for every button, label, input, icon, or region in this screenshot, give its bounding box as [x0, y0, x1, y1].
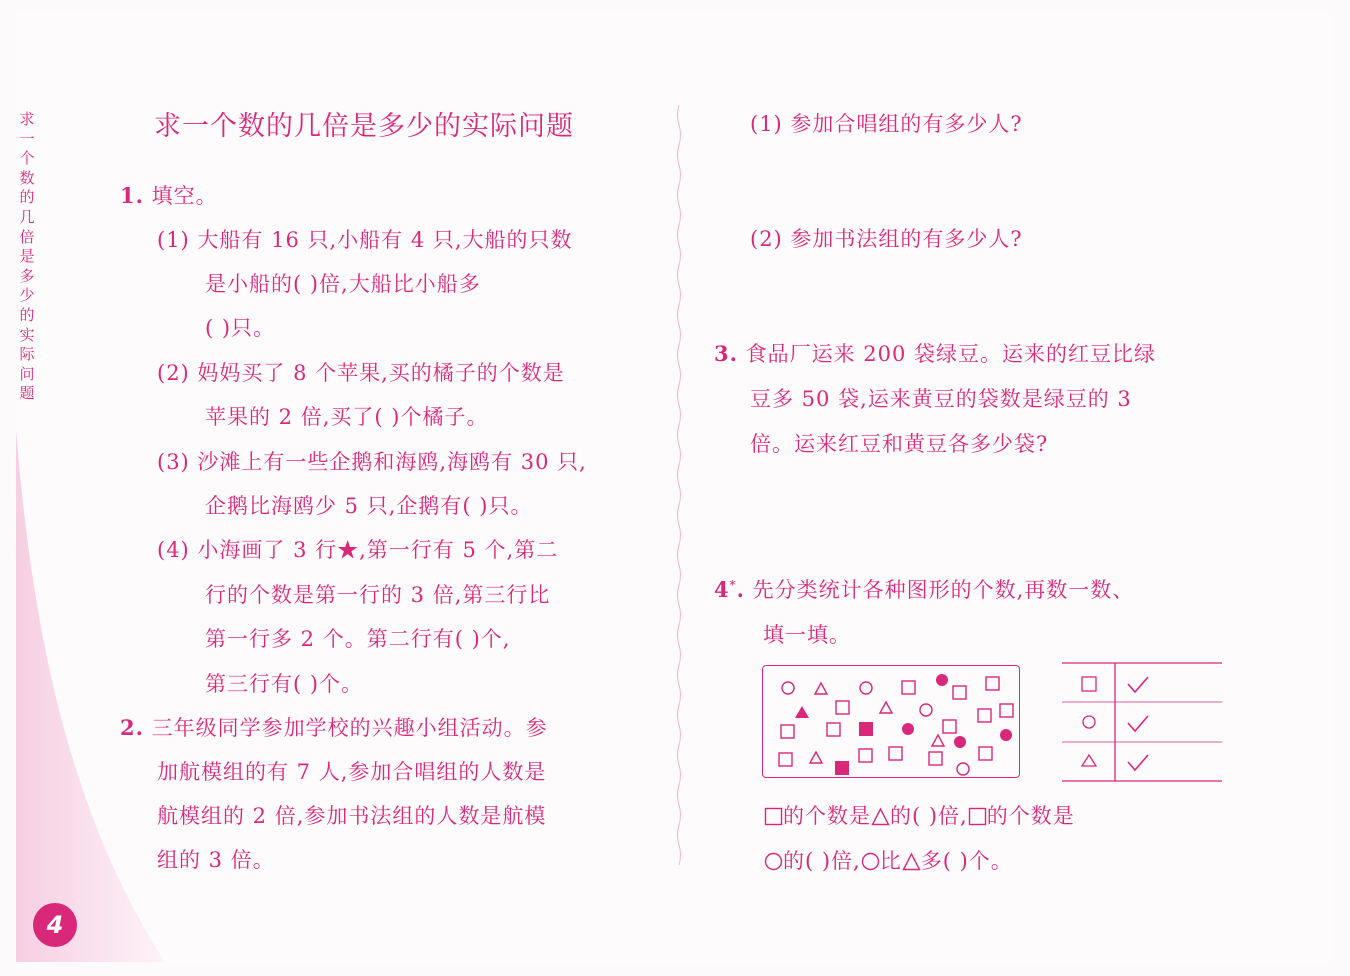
q3-line: 食品厂运来 200 袋绿豆。运来的红豆比绿: [745, 342, 1157, 366]
q4-fill2-c: 多( )个。: [920, 849, 1013, 873]
square-shape: [859, 749, 872, 762]
square-shape: [953, 686, 966, 699]
q1-line: (4) 小海画了 3 行★,第一行有 5 个,第二: [157, 538, 559, 562]
square-shape: [978, 709, 991, 722]
q2-line: 航模组的 2 倍,参加书法组的人数是航模: [157, 804, 547, 828]
tally-check-icon: [1128, 677, 1148, 692]
section-title: 求一个数的几倍是多少的实际问题: [154, 111, 574, 142]
circle-icon: [861, 852, 880, 871]
filled-triangle-shape: [795, 706, 809, 718]
square-shape: [889, 747, 902, 760]
square-shape: [827, 723, 840, 736]
q1-line: 第三行有( )个。: [205, 672, 364, 696]
q4-fill2-a: 的( )倍,: [783, 849, 861, 873]
square-shape: [979, 747, 992, 760]
filled-circle-shape: [936, 674, 948, 686]
q1-heading-text: 填空。: [151, 184, 218, 208]
square-shape: [929, 752, 942, 765]
q1-heading: [120, 180, 218, 210]
q4-fill-line-1: [764, 800, 1075, 830]
tally-check-icon: [1128, 755, 1148, 770]
q3-number: 3.: [714, 341, 738, 366]
shapes-box: [762, 665, 1020, 778]
tally-square-icon: [1082, 677, 1096, 691]
circle-shape: [860, 682, 872, 694]
square-shape: [902, 681, 915, 694]
q2-line: 加航模组的有 7 人,参加合唱组的人数是: [157, 760, 547, 784]
triangle-shape: [932, 735, 944, 746]
square-shape: [779, 753, 792, 766]
q2-line: 三年级同学参加学校的兴趣小组活动。参: [151, 716, 548, 740]
triangle-shape: [880, 702, 892, 713]
triangle-icon: [902, 852, 921, 871]
column-divider: [676, 105, 682, 875]
q4-fill1-c: 的个数是: [986, 804, 1075, 828]
square-shape: [836, 701, 849, 714]
q1-line: (3) 沙滩上有一些企鹅和海鸥,海鸥有 30 只,: [157, 450, 587, 474]
q1-line: 行的个数是第一行的 3 倍,第三行比: [205, 583, 551, 607]
square-shape: [1000, 704, 1013, 717]
side-chapter-title: 求一个数的几倍是多少的实际问题: [19, 110, 35, 403]
q1-line: 企鹅比海鸥少 5 只,企鹅有( )只。: [205, 494, 533, 518]
tally-check-icon: [1128, 716, 1148, 731]
q1-line: (1) 大船有 16 只,小船有 4 只,大船的只数: [157, 228, 573, 252]
filled-square-shape: [859, 722, 873, 736]
square-shape: [781, 725, 794, 738]
q2-line-first: [120, 712, 548, 742]
q1-line: 第一行多 2 个。第二行有( )个,: [205, 627, 511, 651]
q4-fill-line-2: [764, 845, 1013, 875]
tally-triangle-icon: [1082, 755, 1096, 766]
q4-dot: .: [736, 577, 745, 602]
filled-circle-shape: [902, 723, 914, 735]
q4-star: *: [729, 578, 737, 592]
q4-fill1-b: 的( )倍,: [890, 804, 968, 828]
q4-fill2-b: 比: [879, 849, 902, 873]
q1-number: 1.: [120, 183, 144, 208]
q2-sub2: (2) 参加书法组的有多少人?: [750, 227, 1023, 251]
filled-circle-shape: [1000, 729, 1012, 741]
tally-circle-icon: [1083, 716, 1095, 728]
circle-shape: [782, 682, 794, 694]
square-shape: [986, 677, 999, 690]
triangle-icon: [871, 807, 890, 826]
filled-square-shape: [835, 761, 849, 775]
shapes-drawing: [762, 665, 1020, 778]
q2-number: 2.: [120, 715, 144, 740]
q1-line: 是小船的( )倍,大船比小船多: [205, 272, 481, 296]
square-icon: [968, 807, 987, 826]
q3-line: 豆多 50 袋,运来黄豆的袋数是绿豆的 3: [750, 387, 1132, 411]
circle-shape: [920, 704, 932, 716]
filled-circle-shape: [954, 736, 966, 748]
q1-line: 苹果的 2 倍,买了( )个橘子。: [205, 405, 489, 429]
q4-line: 填一填。: [763, 623, 851, 647]
q2-line: 组的 3 倍。: [157, 848, 275, 872]
square-shape: [943, 720, 956, 733]
triangle-shape: [810, 752, 822, 763]
tally-table: [1062, 662, 1224, 784]
circle-shape: [957, 763, 969, 775]
circle-icon: [764, 852, 783, 871]
page-number-badge: 4: [33, 903, 77, 947]
q3-line: 倍。运来红豆和黄豆各多少袋?: [750, 432, 1049, 456]
q1-line: (2) 妈妈买了 8 个苹果,买的橘子的个数是: [157, 361, 565, 385]
triangle-shape: [815, 683, 827, 694]
square-icon: [764, 807, 783, 826]
q3-line-first: [714, 338, 1156, 368]
q4-line: 先分类统计各种图形的个数,再数一数、: [752, 578, 1135, 602]
q2-sub1: (1) 参加合唱组的有多少人?: [750, 112, 1023, 136]
q4-number: 4: [714, 577, 730, 602]
q4-line-first: [714, 574, 1134, 604]
q4-fill1-a: 的个数是: [783, 804, 871, 828]
q1-line: ( )只。: [205, 316, 276, 340]
